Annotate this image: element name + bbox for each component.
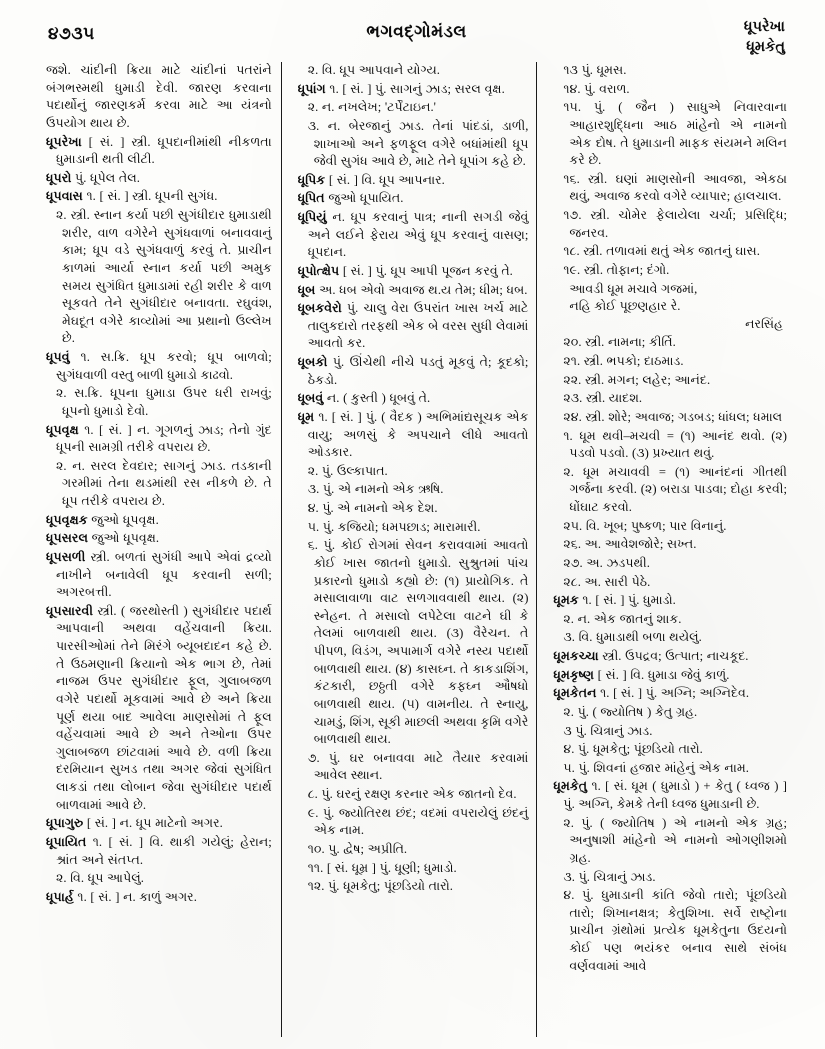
entry-definition: જુઓ ધૂપવૃક્ષ. (91, 512, 159, 527)
entry-sense: ૩. પું. એ નામનો એક ઋષિ. (307, 482, 444, 497)
entry-definition: ૧. સ.ક્રિ. ધૂપ કરવો; ધૂપ બાળવો; સુગંધવાળી વસ્તુ બાળી ધુમાડો કાઢવો. (56, 350, 272, 382)
dictionary-entry (553, 778, 787, 813)
entry-headword: ધૂમકેતુ (553, 779, 592, 794)
entry-sense: ૨. સ.ક્રિ. ધૂપના ધુમાડા ઉપર ધરી રાખવું; ધૂપનો ધુમાડો દેવો. (56, 386, 272, 418)
entry-headword: ધૂમકૃષ્ણ (553, 667, 598, 682)
entry-headword: ધૂમકચ્ચા (553, 649, 603, 663)
dictionary-entry (553, 648, 787, 666)
dictionary-entry (46, 134, 272, 169)
entry-definition: ૧. [ સં. ] ન. ગૂગળનું ઝાડ; તેનો ગુંદ ધૂપની સામગ્રી તરીકે વપરાય છે. (56, 422, 272, 455)
entry-headword: ધૂમકેતન (553, 686, 601, 701)
entry-definition: ૧. [ સં. ] પું. અગ્નિ; અગ્નિદેવ. (600, 686, 750, 701)
entry-definition: [ સં. ] વિ. ધુમાડા જેવું કાળું. (597, 667, 730, 682)
entry-sense: ૩ પું. ચિત્રાનું ઝાડ. (563, 723, 653, 738)
entry-headword: ધૂબવું (297, 391, 327, 406)
entry-definition: ૧. [ સં. ] ન. કાળું અગર. (77, 889, 197, 904)
entry-sense: ૩. પું. ચિત્રાનું ઝાડ. (563, 869, 656, 884)
entry-headword: ધૂમ (297, 409, 319, 424)
entry-headword: ધૂપિત (297, 191, 329, 206)
dictionary-entry (46, 349, 272, 384)
entry-sense: ૨. વિ. ધૂપ આપવાને યોગ્ય. (307, 63, 440, 77)
entry-definition: જુઓ ધૂપવૃક્ષ. (91, 531, 160, 546)
folio-number: ૪૭૩૫ (48, 24, 95, 43)
entry-sense: ૧૫. પું. ( જૈન ) સાધુએ નિવારવાના આહારશુદ્ધિના આઠ માંહેનો એ નામનો એક દોષ. તે ધુમાડાની માફક સંયમને મલિન કરે છે. (563, 100, 787, 168)
entry-sense: ૨૪. સ્ત્રી. શોરે; અવાજ; ગડબડ; ધાંધલ; ધમાલ (563, 409, 783, 424)
entry-sense: ૨. ન. એક જાતનું શાક. (563, 611, 682, 626)
entry-sense: ૨૦. સ્ત્રી. નામના; કીર્તિ. (563, 335, 676, 350)
entry-definition: ૧. [ સં. ધૂમ ( ધુમાડો ) + કેતુ ( ધ્વજ ) ] પું. અગ્નિ, કેમકે તેની ધ્વજ ધુમાડાની છે. (563, 779, 787, 811)
entry-headword: ધૂપસરલ (46, 531, 92, 546)
entry-sense: ૭. પું. ઘર બનાવવા માટે તૈયાર કરવામાં આવેલ સ્થાન. (307, 750, 529, 783)
entry-sense: ૪. પું. ધૂમકેતુ; પૂંછડિયો તારો. (563, 742, 703, 757)
entry-definition: અ. ધબ એવો અવાજ થ.ય તેમ; ધીમ; ધબ. (319, 282, 528, 297)
entry-headword: ધૂમક (553, 593, 583, 608)
entry-sense: ૨. ન. સરલ દેવદાર; સાગનું ઝાડ. તડકાની ગરમીમાં તેના થડમાંથી રસ નીકળે છે. તે ધૂપ તરીકે વપરાય છે. (56, 458, 272, 508)
entry-sense: ૨. પું. ( જ્યોતિષ ) કેતુ ગ્રહ. (563, 704, 698, 719)
entry-definition: ૧. [ સં. ] પું. સાગનું ઝાડ; સરલ વૃક્ષ. (329, 81, 505, 96)
entry-sense: ૧૩ પું. ધૂમસ. (563, 63, 627, 77)
dictionary-entry (298, 282, 529, 300)
entry-headword: ધૂપવૃક્ષક (46, 512, 92, 527)
entry-headword: ધૂપાંગ (297, 81, 330, 96)
entry-sense: ૨. પું. ઉલ્કાપાત. (307, 463, 388, 478)
running-heads (744, 18, 785, 57)
entry-sense: ૪. પું. ધુમાડાની કાંતિ જેવો તારો; પૂંછડિયો તારો; શિખાનક્ષત્ર; કેતુશિખા. સર્વે રાષ્ટ્રોના પ્રાચીન ગ્રંથોમાં પ્રત્યેક ધૂમકેતુના ઉદયનો કોઈ પણ ભયંકર બનાવ સાથે સંબંધ વર્ણવવામાં આવે (563, 888, 787, 973)
column-3 (553, 62, 793, 1041)
dictionary-entry (46, 512, 272, 530)
entry-idiom: ૨. ધૂમ મચાવવી = (૧) આનંદનાં ગીતથી ગર્જના કરવી. (૨) બરાડા પાડવા; દોહા કરવી; ધોંઘાટ કરવો. (563, 464, 787, 514)
entry-sense: ૩. વિ. ધુમાડાથી બળા થયેલું. (563, 630, 702, 645)
continued-paragraph: જશે. ચાંદીની ક્રિયા માટે ચાંદીનાં પતરાંને બંગભસ્મથી ધુમાડી દેવી. જારણ કરવાના પદાર્થોનું જારણકર્મ કરવા માટે આ યંત્રનો ઉપયોગ થાય છે. (46, 63, 272, 130)
dictionary-entry (46, 530, 272, 548)
entry-sense: ૨૭. અ. ઝડપથી. (563, 555, 650, 570)
dictionary-entry (46, 889, 272, 907)
entry-headword: ધૂપવું (46, 350, 81, 364)
entry-definition: [ સં. ] ન. ધૂપ માટેનો અગર. (86, 816, 223, 831)
entry-sense: ૬. પું. કોઈ રોગમાં સેવન કરાવવામાં આવતો કોઈ ખાસ જાતનો ધુમાડો. સુશ્રુતમાં પાંચ પ્રકારનો ધુમાડો કહ્યો છે: (૧) પ્રાયોગિક. તે મસાલાવાળા વાટ સળગાવવાથી થાય. (૨) સ્નેહન. તે મસાલો લપેટેલા વાટને ઘી કે તેલમાં બાળવાથી થાય. (૩) વૈરેચન. તે પીપળ, વિડંગ, અપામાર્ગ વગેરે નસ્ય પદાર્થો બાળવાથી થાય. (૪) કાસઘ્ન. તે કાકડાશિંગ, કંટકારી, છઠ્ઠતી વગેરે કફઘ્ન ઔષધો બાળવાથી થાય. (૫) વામનીય. તે સ્નાયુ, ચામડું, શિંગ, સૂકી માછલી અથવા કૃમિ વગેરે બાળવાથી થાય. (307, 538, 529, 747)
entry-sense: ૧૬. સ્ત્રી. ઘણાં માણસોની આવજા, એકઠા થવું, અવાજ કરવો વગેરે વ્યાપાર; હાલચાલ. (563, 171, 787, 204)
entry-sense: ૧૮. સ્ત્રી. તળાવમાં થતું એક જાતનું ઘાસ. (563, 244, 760, 259)
entry-sense: ૫. પું. શિવનાં હજાર માંહેનું એક નામ. (563, 760, 749, 775)
entry-headword: ધૂપરો (46, 170, 76, 185)
entry-sense: ૨. વિ. ધૂપ આપેલું. (56, 871, 144, 886)
dictionary-entry (553, 685, 787, 703)
entry-sense: ૧૨. પું. ધૂમકેતુ; પૂંછડિયો તારો. (307, 879, 453, 894)
dictionary-entry (46, 603, 272, 815)
verse-attribution: નરસિંહ (745, 316, 783, 331)
entry-definition: [ સં. ] પું. ધૂપ આપી પૂજન કરવું તે. (342, 263, 513, 278)
entry-sense: ૨૮. અ. સારી પેઠે. (563, 574, 651, 589)
entry-definition: ૧. [ સં. ] વિ. થાકી ગયેલું; હેરાન; શ્રાંત અને સંતપ્ત. (56, 834, 272, 867)
entry-headword: ધૂપાગુરુ (46, 816, 87, 831)
dictionary-entry (46, 422, 272, 457)
entry-headword: ધૂપસળી (46, 549, 91, 564)
dictionary-entry (46, 170, 272, 188)
entry-definition: ૧. [ સં. ] પું. ( વૈદક ) અભિમાંદ્યસૂચક એક વાયુ; અળસું કે અપચાને લીધે આવતો ઓડકાર. (307, 409, 529, 460)
entry-headword: ધૂબકવેરો (297, 301, 347, 316)
entry-sense: ૨૫. વિ. ખૂબ; પુષ્કળ; પાર વિનાનું. (563, 518, 727, 533)
dictionary-entry (298, 263, 529, 281)
entry-definition: [ સં. ] વિ. ધૂપ આપનાર. (328, 172, 445, 187)
entry-definition: ન. ધૂપ કરવાનું પાત્ર; નાની સગડી જેવું અને લઈને ફેરાય એવું ધૂપ કરવાનું વાસણ; ધૂપદાન. (307, 210, 529, 260)
entry-definition: પું. ઊંચેથી નીચે પડતું મૂકવું તે; કૂદકો; ઠેકડો. (307, 355, 529, 387)
entry-sense: ૨૩. સ્ત્રી. યાદશ. (563, 391, 643, 406)
entry-definition: [ સં. ] સ્ત્રી. ધૂપદાનીમાંથી નીકળતા ધુમાડાની થતી લીટી. (56, 134, 272, 167)
entry-headword: ધૂપિયું (297, 210, 333, 224)
entry-sense: ૨. ન. નખલેખ; 'ટર્પેંટાઇન.' (307, 100, 436, 115)
entry-sense: ૨. પું. ( જ્યોતિષ ) એ નામનો એક ગ્રહ; અનુષાશી માંહેનો એ નામનો ઓગણીશમો ગ્રહ. (563, 815, 787, 865)
dictionary-entry (553, 667, 787, 685)
dictionary-entry (46, 549, 272, 602)
dictionary-entry (298, 172, 529, 190)
dictionary-entry (298, 190, 529, 208)
running-head-last: ધૂમકેતુ (746, 38, 785, 55)
column-1 (46, 62, 278, 1041)
entry-sense: ૫. પું. કજિયો; ધમપછાડ; મારામારી. (307, 519, 481, 534)
entry-sense: ૨. સ્ત્રી. સ્નાન કર્યા પછી સુગંધીદાર ધુમાડાથી શરીર, વાળ વગેરેને સુગંધવાળાં બનાવવાનું કામ; ધૂપ વડે સુગંધવાળું કરવું તે. પ્રાચીન કાળમાં આર્યા સ્નાન કર્યા પછી અમુક સમય સુગંધિત ધુમાડામાં રહી શરીર કે વાળ સૂકવતે તેને સુગંધીદાર બનાવતા. રઘુવંશ, મેઘદૂત વગેરે કાવ્યોમાં આ પ્રથાનો ઉલ્લેખ છે. (56, 208, 272, 346)
entry-definition: ૧. [ સં. ] સ્ત્રી. ધૂપની સુગંધ. (86, 189, 218, 204)
entry-headword: ધૂપાર્હ (46, 889, 78, 904)
entry-headword: ધૂબકો (297, 355, 333, 369)
entry-headword: ધૂપોત્ક્ષેપ (297, 263, 343, 278)
entry-sense: ૧૯. સ્ત્રી. તોફાન; દંગો. (563, 262, 670, 277)
entry-definition: પું. ચાલુ વેરા ઉપરાંત ખાસ ખર્ચ માટે તાલુકદારો તરફથી એક બે વરસ સુધી લેવામાં આવતો કર. (307, 301, 529, 351)
entry-sense: ૨૨. સ્ત્રી. મગન; લહેર; આનંદ. (563, 372, 711, 387)
entry-definition: સ્ત્રી. ( જરથોસ્તી ) સુગંધીદાર પદાર્થ આપવાની અથવા વહેંચવાની ક્રિયા. પારસીઓમાં તેને મિરંગે બ્યૂબદાદન કહે છે. તે ઉઠમણાની ક્રિયાનો એક ભાગ છે, તેમાં નાજમ ઉપર સુગંધીદાર ફૂલ, ગુલાબજળ વગેરે પદાર્થો મૂકવામાં આવે છે અને ક્રિયા પૂર્ણ થયા બાદ આવેલા માણસોમાં તે ફૂલ વહેંચવામાં આવે છે અને તેઓના ઉપર ગુલાબજળ છાંટવામાં આવે છે. વળી ક્રિયા દરમિયાન સુખડ તથા અગર જેવાં સુગંધિત લાકડાં તથા લોબાન જેવા સુગંધીદાર પદાર્થ બાળવામાં આવે છે. (56, 603, 272, 812)
entry-headword: ધૂપિક (297, 172, 329, 187)
columns-container (46, 62, 793, 1041)
verse-line: આવડી ધૂમ મચાવે ગજમાં, (569, 281, 698, 296)
entry-definition: પું. ધૂપેલ તેલ. (75, 170, 140, 185)
verse-line: નહિ કોઈ પૂછણહાર રે. (569, 299, 681, 314)
entry-definition: જુઓ ધૂપાયિત. (328, 191, 404, 206)
dictionary-entry (46, 815, 272, 833)
column-2 (298, 62, 535, 1041)
entry-sense: ૧૧. [ સં. ધૂમ્ર ] પું. ધૂણી; ધુમાડો. (307, 860, 457, 875)
dictionary-entry (298, 409, 529, 462)
verse-quotation (553, 281, 787, 334)
dictionary-entry (553, 592, 787, 610)
entry-sense: ૪. પું. એ નામનો એક દેશ. (307, 501, 438, 515)
entry-sense: ૧૪. પું. વરાળ. (563, 81, 630, 96)
entry-idiom: ૧. ધૂમ થવી–મચવી = (૧) આનંદ થવો. (૨) પડવો પડવો. (૩) પ્રખ્યાત થવું. (563, 428, 787, 461)
entry-sense: ૧૦. પુ. દ્વેષ; અપ્રીતિ. (307, 841, 408, 856)
dictionary-entry (46, 834, 272, 869)
dictionary-entry (298, 390, 529, 408)
entry-definition: સ્ત્રી. ઉપદ્રવ; ઉત્પાત; નાચકૂદ. (602, 649, 749, 663)
entry-headword: ધૂપવૃક્ષ (46, 422, 85, 437)
dictionary-entry (298, 81, 529, 99)
entry-definition: સ્ત્રી. બળતાં સુગંધી આપે એવાં દ્રવ્યો નાખીને બનાવેલી ધૂપ કરવાની સળી; અગરબત્તી. (56, 549, 272, 600)
entry-sense: ૩. ન. બેરજાનું ઝાડ. તેનાં પાંદડાં, ડાળી, શાખાઓ અને ફળફૂલ વગેરે બધાંમાંથી ધૂપ જેવી સુગંધ આવે છે, માટે તેને ધૂપાંગ કહે છે. (307, 118, 529, 169)
dictionary-entry (298, 300, 529, 353)
entry-sense: ૮. પું. ઘરનું રક્ષણ કરનાર એક જાતનો દેવ. (307, 787, 517, 801)
entry-headword: ધૂબ (297, 282, 320, 297)
entry-sense: ૯. પું. જ્યોતિરથ છંદ; વદમાં વપરાયેલું છંદનું એક નામ. (307, 805, 529, 838)
dictionary-entry (46, 188, 272, 206)
entry-headword: ધૂપાયિત (46, 834, 93, 849)
dictionary-entry (298, 209, 529, 262)
dictionary-entry (298, 354, 529, 389)
entry-sense: ૨૬. અ. આવેશજોરે; સખ્ત. (563, 537, 697, 552)
entry-headword: ધૂપરેખા (46, 134, 89, 149)
book-title: ભગવદ્ગોમંડલ (366, 22, 467, 41)
entry-sense: ૧૭. સ્ત્રી. ચોમેર ફેલાયેલા ચર્ચા; પ્રસિદ્ધિ; જનરવ. (563, 208, 787, 240)
entry-definition: ૧. [ સં. ] પું. ધુમાડો. (582, 593, 676, 608)
running-head-first: ધૂપરેખા (743, 19, 785, 35)
entry-headword: ધૂપવાસ (46, 189, 87, 204)
entry-sense: ૨૧. સ્ત્રી. ભપકો; દાઠમાડ. (563, 354, 684, 368)
entry-headword: ધૂપસારવી (46, 603, 98, 618)
entry-definition: ન. ( કુસ્તી ) ધૂબવું તે. (326, 391, 431, 406)
